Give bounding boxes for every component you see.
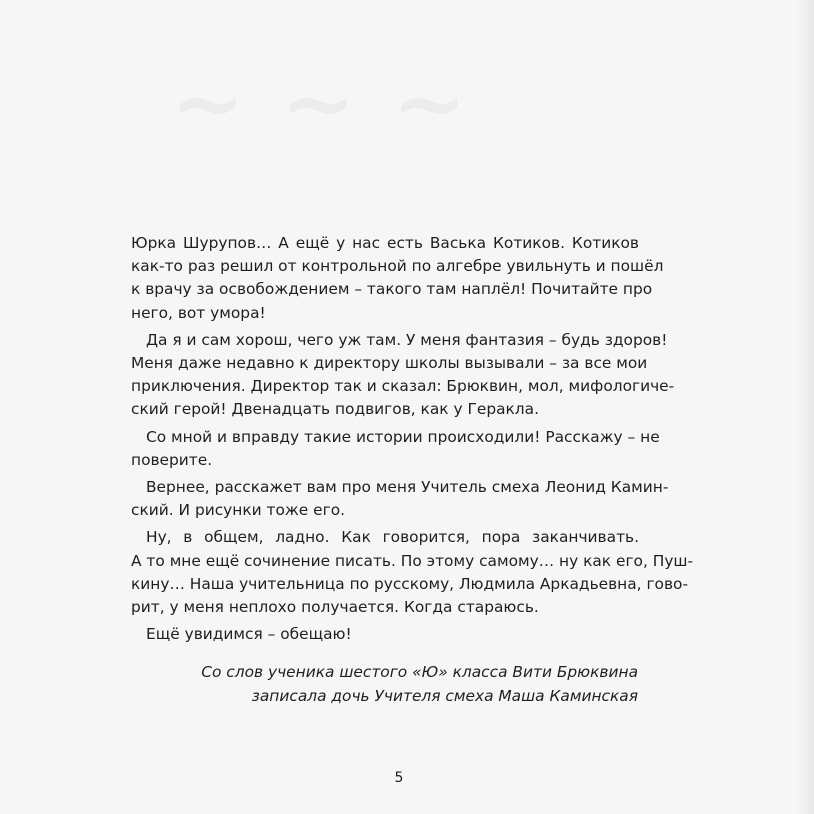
text-line: ский герой! Двенадцать подвигов, как у Геракла. (131, 400, 539, 419)
text-line: приключения. Директор так и сказал: Брюквин, мол, мифологиче- (131, 377, 675, 396)
paragraph (131, 329, 675, 422)
paragraph (131, 232, 664, 325)
body-text (131, 232, 694, 650)
text-line: к врачу за освобождением – такого там наплёл! Почитайте про (131, 280, 653, 299)
text-line: Меня даже недавно к директору школы вызывали – за все мои (131, 354, 648, 373)
text-line: кину… Наша учительница по русскому, Людмила Аркадьевна, гово- (131, 574, 689, 593)
text-line: Вернее, расскажет вам про меня Учитель смеха Леонид Камин- (146, 478, 669, 497)
text-line: Со мной и вправду такие истории происходили! Расскажу – не (146, 427, 660, 446)
paragraph (131, 476, 669, 522)
paragraph (131, 426, 660, 472)
text-line: рит, у меня неплохо получается. Когда стараюсь. (131, 598, 539, 617)
text-line: как-то раз решил от контрольной по алгебре увильнуть и пошёл (131, 257, 664, 276)
text-line: поверите. (131, 450, 213, 469)
text-line: него, вот умора! (131, 303, 266, 322)
page-edge-shadow (796, 0, 814, 814)
text-line: А то мне ещё сочинение писать. По этому самому… ну как его, Пуш- (131, 551, 694, 570)
text-line: Юрка Шурупов… А ещё у нас есть Васька Котиков. Котиков (131, 234, 639, 252)
show-through-heading (170, 50, 469, 156)
text-line: ский. И рисунки тоже его. (131, 501, 346, 520)
text-line: Ну, в общем, ладно. Как говорится, пора заканчивать. (146, 528, 639, 547)
attribution-line: записала дочь Учителя смеха Маша Каминская (251, 687, 638, 705)
paragraph (131, 526, 694, 619)
text-line: Ещё увидимся – обещаю! (146, 625, 352, 644)
attribution (201, 660, 638, 708)
text-line: Да я и сам хорош, чего уж там. У меня фантазия – будь здоров! (146, 330, 668, 349)
page-number: 5 (394, 770, 404, 786)
paragraph (131, 623, 639, 646)
attribution-line: Со слов ученика шестого «Ю» класса Вити Брюквина (201, 663, 638, 681)
